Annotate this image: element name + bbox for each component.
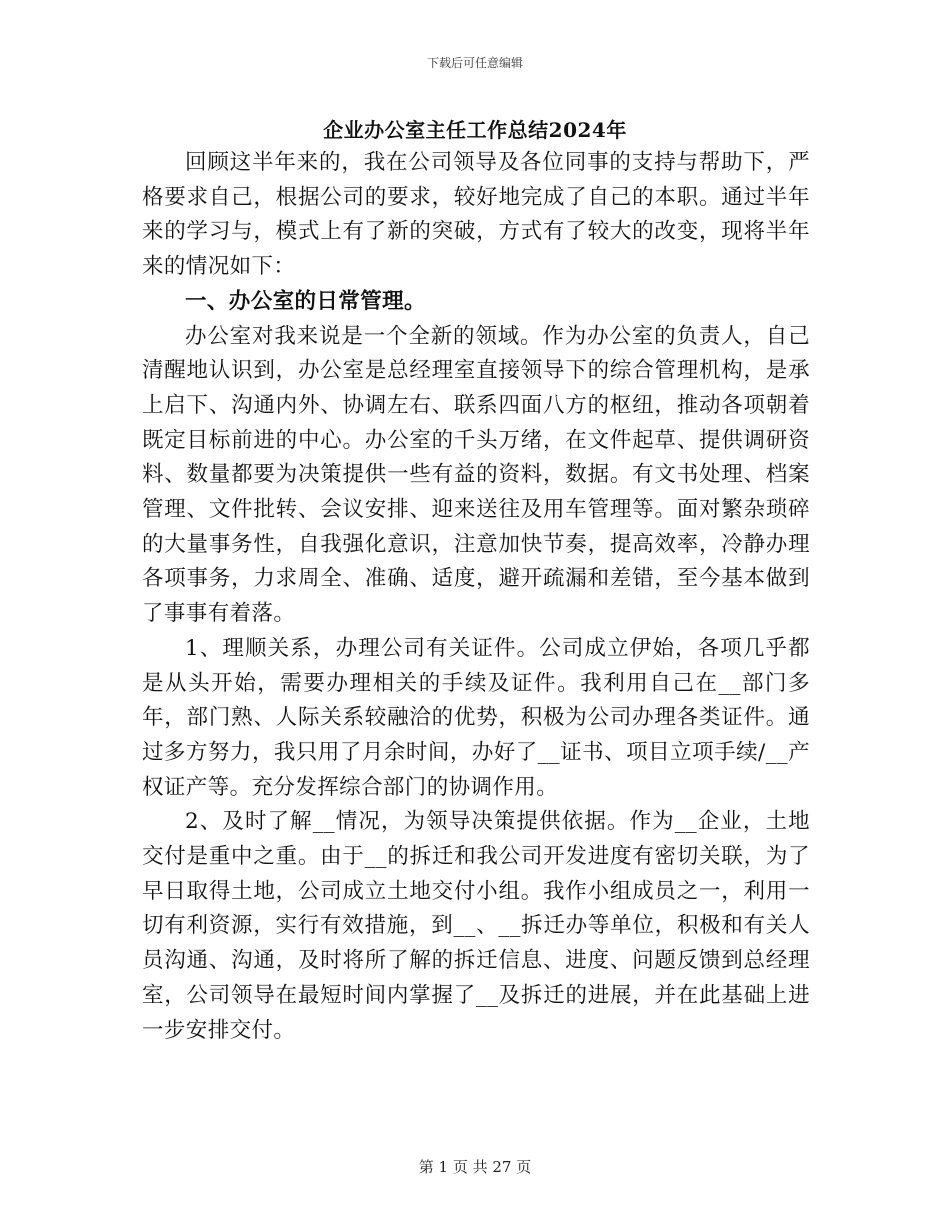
page-footer: 第 1 页 共 27 页 <box>418 1158 532 1176</box>
body-paragraph: 2、及时了解__情况，为领导决策提供依据。作为__企业，土地交付是重中之重。由于__的拆迁和我公司开发进度有密切关联，为了早日取得土地，公司成立土地交付小组。我作小组成员之一，利用一切有利资源，实行有效措施，到__、__拆迁办等单位，积极和有关人员沟通、沟通，及时将所了解的拆迁信息、进度、问题反馈到总经理室，公司领导在最短时间内掌握了__及拆迁的进展，并在此基础上进一步安排交付。 <box>142 809 810 1043</box>
document-title: 企业办公室主任工作总结2024年 <box>323 118 627 142</box>
intro-paragraph: 回顾这半年来的，我在公司领导及各位同事的支持与帮助下，严格要求自己，根据公司的要求，较好地完成了自己的本职。通过半年来的学习与，模式上有了新的突破，方式有了较大的改变，现将半年来的情况如下： <box>142 150 810 280</box>
header-note: 下载后可任意编辑 <box>426 56 523 70</box>
section-heading: 一、办公室的日常管理。 <box>185 288 426 314</box>
body-paragraph: 办公室对我来说是一个全新的领域。作为办公室的负责人，自己清醒地认识到，办公室是总经理室直接领导下的综合管理机构，是承上启下、沟通内外、协调左右、联系四面八方的枢纽，推动各项朝着既定目标前进的中心。办公室的千头万绪，在文件起草、提供调研资料、数量都要为决策提供一些有益的资料，数据。有文书处理、档案管理、文件批转、会议安排、迎来送往及用车管理等。面对繁杂琐碎的大量事务性，自我强化意识，注意加快节奏，提高效率，冷静办理各项事务，力求周全、准确、适度，避开疏漏和差错，至今基本做到了事事有着落。 <box>142 323 810 627</box>
document-body <box>142 146 810 1048</box>
body-paragraph: 1、理顺关系，办理公司有关证件。公司成立伊始，各项几乎都是从头开始，需要办理相关的手续及证件。我利用自己在__部门多年，部门熟、人际关系较融洽的优势，积极为公司办理各类证件。通过多方努力，我只用了月余时间，办好了__证书、项目立项手续/__产权证产等。充分发挥综合部门的协调作用。 <box>142 635 810 800</box>
